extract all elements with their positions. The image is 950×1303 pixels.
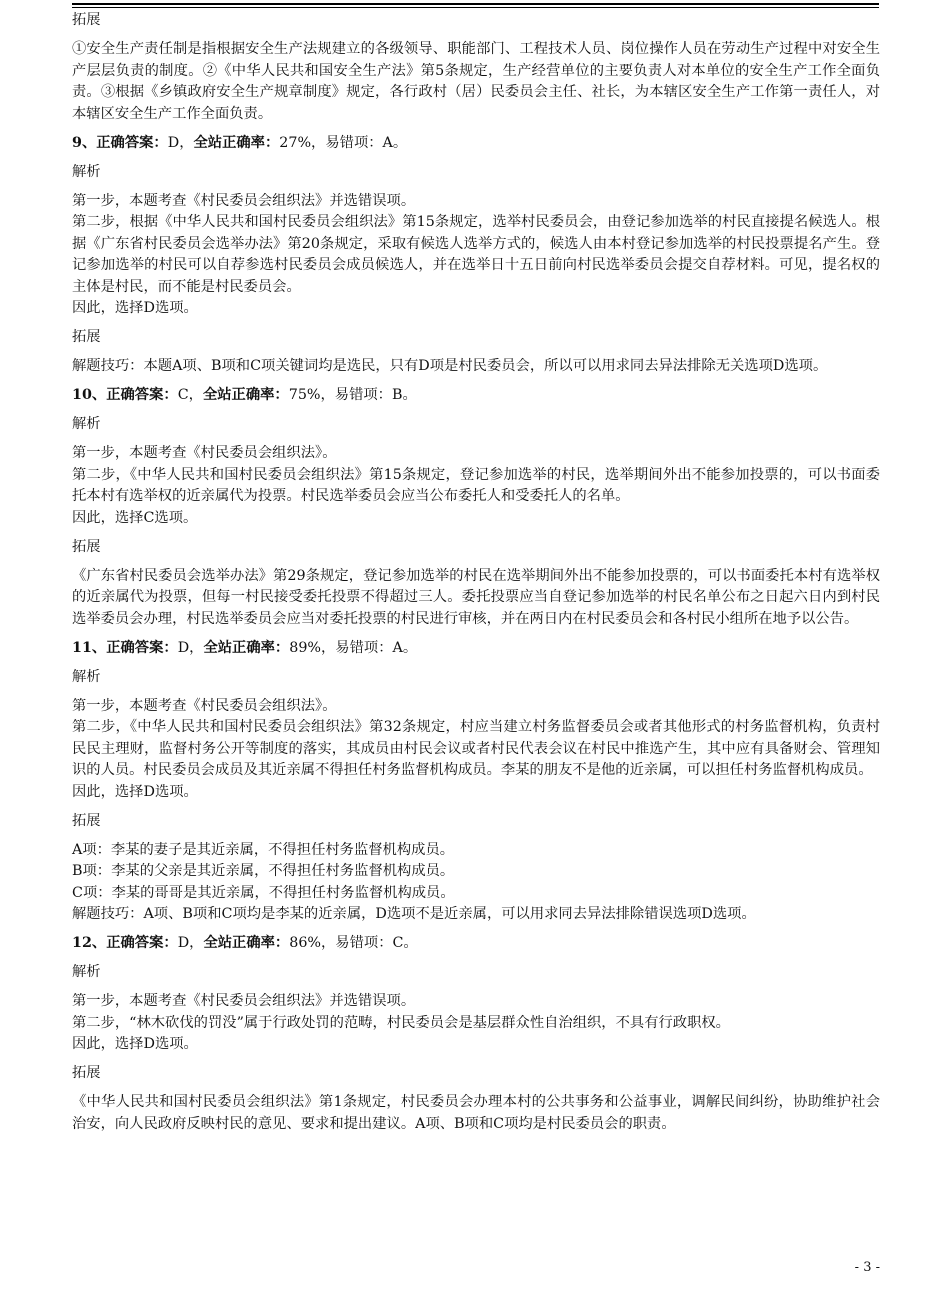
section-label: 拓展 — [72, 812, 101, 829]
rate-label: 全站正确率： — [203, 639, 290, 656]
page-content — [72, 10, 880, 1135]
rate-value: 89%，易错项：A。 — [289, 639, 418, 656]
section-label: 拓展 — [72, 538, 101, 555]
answer-line — [72, 933, 880, 955]
section-label: 解析 — [72, 163, 101, 180]
body-paragraph: 第一步，本题考查《村民委员会组织法》并选错误项。 — [72, 993, 416, 1009]
body-paragraph: 因此，选择D选项。 — [72, 300, 198, 316]
body-paragraph: 第一步，本题考查《村民委员会组织法》。 — [72, 697, 337, 714]
section-label: 解析 — [72, 964, 101, 980]
rate-value: 75%，易错项：B。 — [288, 387, 417, 403]
body-paragraph: 解题技巧：本题A项、B项和C项关键词均是选民，只有D项是村民委员会，所以可以用求同去异法排除无关选项D选项。 — [72, 358, 828, 374]
answer-label: 正确答案： — [106, 935, 178, 951]
answer-value: D， — [177, 639, 204, 656]
answer-line — [72, 385, 880, 407]
answer-label: 正确答案： — [106, 639, 178, 656]
body-paragraph: A项：李某的妻子是其近亲属，不得担任村务监督机构成员。 — [72, 841, 455, 858]
header-rule-thin — [72, 7, 879, 8]
rate-label: 全站正确率： — [193, 134, 280, 151]
body-paragraph: 解题技巧：A项、B项和C项均是李某的近亲属，D选项不是近亲属，可以用求同去异法排除错误选项D选项。 — [72, 906, 756, 922]
question-number: 10、 — [72, 387, 107, 403]
rate-label: 全站正确率： — [203, 935, 290, 951]
section-label: 解析 — [72, 668, 101, 685]
body-paragraph: 因此，选择C选项。 — [72, 509, 198, 526]
answer-value: D， — [167, 134, 194, 151]
section-label: 拓展 — [72, 12, 101, 28]
question-number: 11、 — [72, 639, 107, 656]
answer-label: 正确答案： — [96, 134, 168, 151]
answer-label: 正确答案： — [106, 387, 178, 403]
body-paragraph: 第二步，《中华人民共和国村民委员会组织法》第15条规定，登记参加选举的村民，选举期间外出不能参加投票的，可以书面委托本村有选举权的近亲属代为投票。村民选举委员会应当公布委托人和受委托人的名单。 — [72, 466, 880, 504]
body-paragraph: B项：李某的父亲是其近亲属，不得担任村务监督机构成员。 — [72, 863, 455, 879]
body-paragraph: 第一步，本题考查《村民委员会组织法》并选错误项。 — [72, 192, 416, 209]
section-label: 拓展 — [72, 1065, 101, 1081]
body-paragraph: 第二步，“林木砍伐的罚没”属于行政处罚的范畴，村民委员会是基层群众性自治组织，不具有行政职权。 — [72, 1014, 730, 1031]
body-paragraph: 第二步，根据《中华人民共和国村民委员会组织法》第15条规定，选举村民委员会，由登记参加选举的村民直接提名候选人。根据《广东省村民委员会选举办法》第20条规定，采取有候选人选举方式的，候选人由本村登记参加选举的村民投票提名产生。登记参加选举的村民可以自荐参选村民委员会成员候选人，并在选举日十五日前向村民选举委员会提交自荐材料。可见，提名权的主体是村民，而不能是村民委员会。 — [72, 214, 880, 295]
page-number: - 3 - — [854, 1260, 880, 1275]
answer-line — [72, 638, 880, 660]
section-label: 解析 — [72, 416, 101, 432]
question-number: 9、 — [72, 134, 97, 151]
body-paragraph: ①安全生产责任制是指根据安全生产法规建立的各级领导、职能部门、工程技术人员、岗位操作人员在劳动生产过程中对安全生产层层负责的制度。②《中华人民共和国安全生产法》第5条规定，生产经营单位的主要负责人对本单位的安全生产工作全面负责。③根据《乡镇政府安全生产规章制度》规定，各行政村（居）民委员会主任、社长，为本辖区安全生产工作第一责任人，对本辖区安全生产工作全面负责。 — [72, 41, 880, 122]
rate-label: 全站正确率： — [202, 387, 289, 403]
answer-line — [72, 133, 880, 155]
body-paragraph: 第一步，本题考查《村民委员会组织法》。 — [72, 445, 337, 461]
header-rule-thick — [72, 3, 879, 5]
body-paragraph: 《广东省村民委员会选举办法》第29条规定，登记参加选举的村民在选举期间外出不能参加投票的，可以书面委托本村有选举权的近亲属代为投票，但每一村民接受委托投票不得超过三人。委托投票应当自登记参加选举的村民名单公布之日起六日内到村民选举委员会办理，村民选举委员会应当对委托投票的村民进行审核，并在两日内在村民委员会和各村民小组所在地予以公告。 — [72, 567, 880, 627]
body-paragraph: 因此，选择D选项。 — [72, 783, 198, 800]
answer-value: D， — [177, 935, 204, 951]
rate-value: 86%，易错项：C。 — [289, 935, 418, 951]
rate-value: 27%，易错项：A。 — [279, 134, 408, 151]
body-paragraph: C项：李某的哥哥是其近亲属，不得担任村务监督机构成员。 — [72, 884, 455, 901]
body-paragraph: 因此，选择D选项。 — [72, 1036, 198, 1052]
body-paragraph: 第二步，《中华人民共和国村民委员会组织法》第32条规定，村应当建立村务监督委员会或者其他形式的村务监督机构，负责村民民主理财，监督村务公开等制度的落实，其成员由村民会议或者村民代表会议在村民中推选产生，其中应有具备财会、管理知识的人员。村民委员会成员及其近亲属不得担任村务监督机构成员。李某的朋友不是他的近亲属，可以担任村务监督机构成员。 — [72, 719, 880, 778]
section-label: 拓展 — [72, 329, 101, 345]
question-number: 12、 — [72, 935, 107, 951]
answer-value: C， — [177, 387, 203, 403]
body-paragraph: 《中华人民共和国村民委员会组织法》第1条规定，村民委员会办理本村的公共事务和公益事业，调解民间纠纷，协助维护社会治安，向人民政府反映村民的意见、要求和提出建议。A项、B项和C项均是村民委员会的职责。 — [72, 1094, 880, 1132]
